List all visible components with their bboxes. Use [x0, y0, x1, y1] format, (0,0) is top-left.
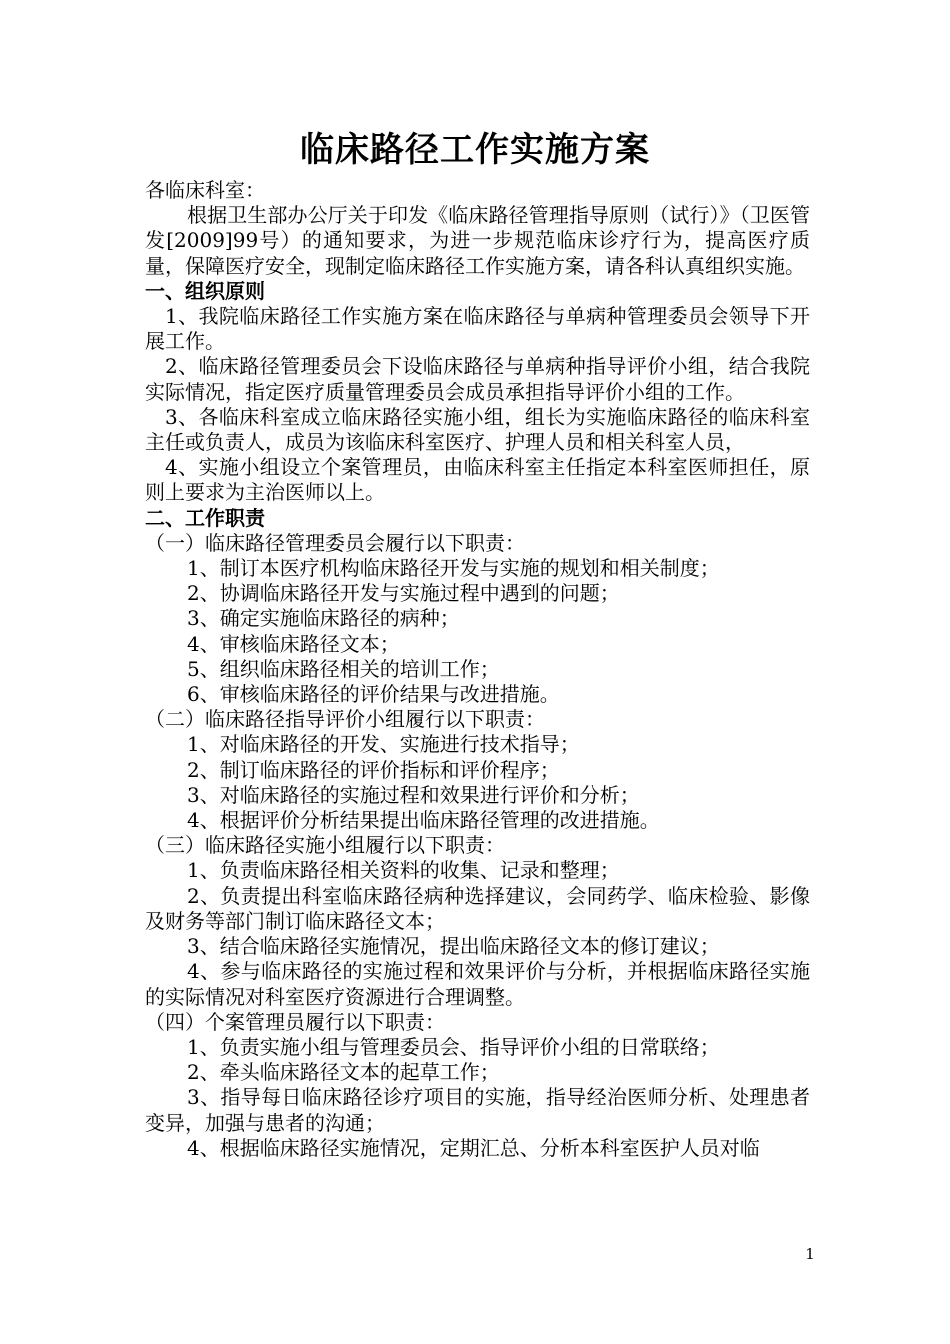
- duty-item: 4、根据评价分析结果提出临床路径管理的改进措施。: [187, 808, 660, 833]
- duty-group-title: （四）个案管理员履行以下职责：: [145, 1009, 445, 1034]
- duty-item: 2、协调临床路径开发与实施过程中遇到的问题；: [187, 581, 620, 606]
- duty-item: 3、结合临床路径实施情况，提出临床路径文本的修订建议；: [187, 934, 720, 959]
- organization-item: 2、临床路径管理委员会下设临床路径与单病种指导评价小组，结合我院实际情况，指定医疗质量管理委员会成员承担指导评价小组的工作。: [145, 354, 810, 404]
- duty-item: 4、根据临床路径实施情况，定期汇总、分析本科室医护人员对临: [187, 1135, 760, 1160]
- section-heading-duties: 二、工作职责: [145, 505, 265, 530]
- duty-item: 4、审核临床路径文本；: [187, 631, 400, 656]
- section-heading-organization: 一、组织原则: [145, 278, 265, 303]
- duty-item: 1、对临床路径的开发、实施进行技术指导；: [187, 732, 580, 757]
- duty-item: 2、制订临床路径的评价指标和评价程序；: [187, 757, 560, 782]
- duty-item: 1、负责临床路径相关资料的收集、记录和整理；: [187, 858, 620, 883]
- organization-item: 1、我院临床路径工作实施方案在临床路径与单病种管理委员会领导下开展工作。: [145, 304, 810, 354]
- duty-item: 2、负责提出科室临床路径病种选择建议，会同药学、临床检验、影像及财务等部门制订临床路径文本；: [145, 883, 810, 933]
- duty-item: 3、指导每日临床路径诊疗项目的实施，指导经治医师分析、处理患者变异，加强与患者的沟通；: [145, 1085, 810, 1135]
- page-number: 1: [805, 1245, 815, 1263]
- organization-item: 3、各临床科室成立临床路径实施小组，组长为实施临床路径的临床科室主任或负责人，成员为该临床科室医疗、护理人员和相关科室人员，: [145, 404, 810, 455]
- duty-item: 4、参与临床路径的实施过程和效果评价与分析，并根据临床路径实施的实际情况对科室医疗资源进行合理调整。: [145, 959, 810, 1009]
- organization-item: 4、实施小组设立个案管理员，由临床科室主任指定本科室医师担任，原则上要求为主治医师以上。: [145, 455, 810, 505]
- duty-item: 5、组织临床路径相关的培训工作；: [187, 656, 500, 681]
- duty-item: 2、牵头临床路径文本的起草工作；: [187, 1060, 500, 1085]
- duty-item: 3、对临床路径的实施过程和效果进行评价和分析；: [187, 782, 640, 807]
- salutation: 各临床科室：: [145, 178, 265, 202]
- duty-item: 6、审核临床路径的评价结果与改进措施。: [187, 682, 560, 707]
- duty-group-title: （一）临床路径管理委员会履行以下职责：: [145, 530, 525, 555]
- duty-item: 3、确定实施临床路径的病种；: [187, 606, 460, 631]
- document-body: [145, 178, 810, 1161]
- duty-group-title: （二）临床路径指导评价小组履行以下职责：: [145, 707, 545, 732]
- duty-item: 1、制订本医疗机构临床路径开发与实施的规划和相关制度；: [187, 556, 720, 581]
- duty-item: 1、负责实施小组与管理委员会、指导评价小组的日常联络；: [187, 1034, 720, 1059]
- intro-paragraph: 根据卫生部办公厅关于印发《临床路径管理指导原则（试行）》（卫医管发[2009]99号）的通知要求，为进一步规范临床诊疗行为，提高医疗质量，保障医疗安全，现制定临床路径工作实施方案，请各科认真组织实施。: [145, 203, 810, 278]
- document-title: 临床路径工作实施方案: [300, 130, 650, 170]
- duty-group-title: （三）临床路径实施小组履行以下职责：: [145, 833, 505, 858]
